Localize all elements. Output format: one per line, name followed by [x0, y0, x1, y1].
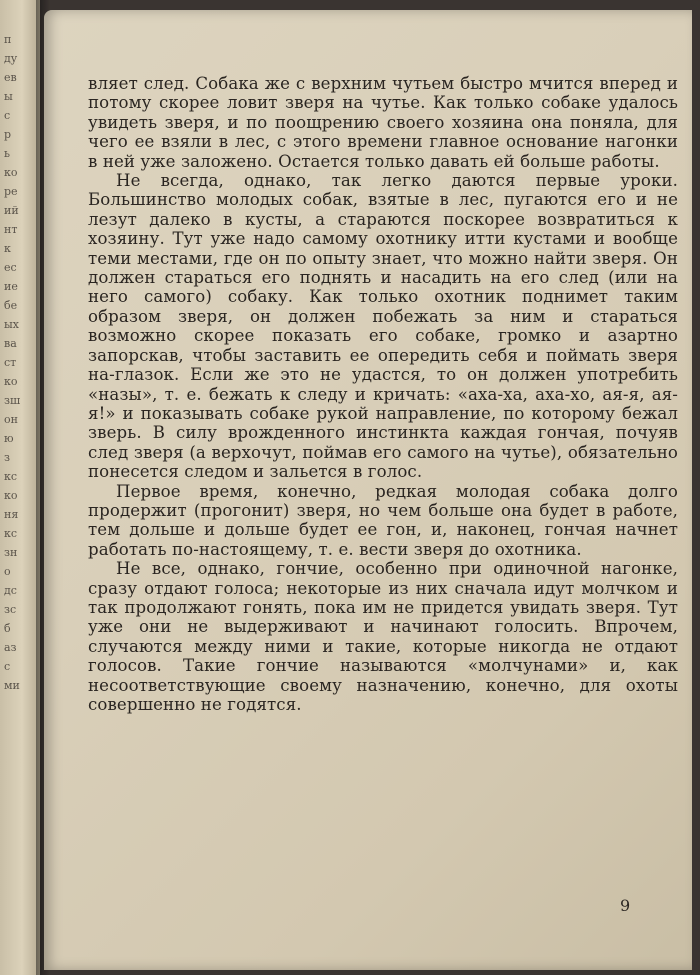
page-number: 9 — [620, 896, 631, 915]
left-page-fragment: о — [4, 565, 11, 578]
left-page-fragment: кс — [4, 527, 18, 540]
left-page-fragment: р — [4, 128, 12, 141]
left-page-fragment: нт — [4, 223, 18, 236]
left-page-fragment: ст — [4, 356, 17, 369]
left-page-fragment: ь — [4, 147, 10, 160]
left-page-fragment: ре — [4, 185, 18, 198]
left-page-fragment: к — [4, 242, 11, 255]
left-page-fragment: ий — [4, 204, 19, 217]
left-page-fragment: аз — [4, 641, 17, 654]
right-page — [44, 10, 692, 970]
paragraph-1: вляет след. Собака же с верхним чутьем быстро мчится вперед и потому скорее ловит зверя на чутье. Как только собаке удалось увидеть зверя, и по поощрению своего хозяина она поняла, для чего ее взяли в лес, с этого времени главное основание нагонки в ней уже заложено. Остается только давать ей больше работы. — [88, 74, 678, 171]
left-page-fragment: ие — [4, 280, 18, 293]
left-page-fragment: ю — [4, 432, 14, 445]
left-page-fragment: з — [4, 451, 10, 464]
left-page-fragment: дс — [4, 584, 17, 597]
paragraph-2: Не всегда, однако, так легко даются первые уроки. Большинство молодых собак, взятые в лес, пугаются его и не лезут далеко в кусты, а стараются поскорее возвратиться к хозяину. Тут уже надо самому охотнику итти кустами и вообще теми местами, где он по опыту знает, что можно найти зверя. Он должен стараться его поднять и насадить на его след (или на него самого) собаку. Как только охотник поднимет таким образом зверя, он должен побежать за ним и стараться возможно скорее показать его собаке, громко и азартно запорскав, чтобы заставить ее опередить себя и поймать зверя на-глазок. Если же это не удастся, то он должен употребить «назы», т. е. бежать к следу и кричать: «аха-ха, аха-хо, ая-я, ая-я!» и показывать собаке рукой направление, по которому бежал зверь. В силу врожденного инстинкта каждая гончая, почуяв след зверя (а верхочут, поймав его самого на чутье), обязательно понесется следом и зальется в голос. — [88, 171, 678, 482]
left-page-fragment: ня — [4, 508, 19, 521]
paragraph-4: Не все, однако, гончие, особенно при одиночной нагонке, сразу отдают голоса; некоторые из них сначала идут молчком и так продолжают гонять, пока им не придется увидать зверя. Тут уже они не выдерживают и начинают голосить. Впрочем, случаются между ними и такие, которые никогда не отдают голосов. Такие гончие называются «молчунами» и, как несоответствующие своему назначению, конечно, для охоты совершенно не годятся. — [88, 559, 678, 714]
left-page-fragment: зш — [4, 394, 21, 407]
paragraph-3: Первое время, конечно, редкая молодая собака долго продержит (прогонит) зверя, но чем больше она будет в работе, тем дольше и дольше будет ее гон, и, наконец, гончая начнет работать по-настоящему, т. е. вести зверя до охотника. — [88, 481, 678, 559]
left-page-fragment: б — [4, 622, 11, 635]
left-page-edge — [0, 0, 40, 975]
left-page-fragment: кс — [4, 470, 18, 483]
left-page-fragments — [4, 30, 38, 695]
left-page-fragment: ес — [4, 261, 17, 274]
left-page-fragment: ва — [4, 337, 17, 350]
left-page-fragment: ко — [4, 489, 18, 502]
left-page-fragment: ми — [4, 679, 20, 692]
left-page-fragment: ы — [4, 90, 13, 103]
left-page-fragment: п — [4, 33, 12, 46]
left-page-fragment: с — [4, 109, 11, 122]
left-page-fragment: с — [4, 660, 11, 673]
left-page-fragment: ев — [4, 71, 17, 84]
left-page-fragment: ко — [4, 166, 18, 179]
page-body — [88, 74, 678, 714]
left-page-fragment: ых — [4, 318, 19, 331]
left-page-fragment: бе — [4, 299, 18, 312]
left-page-fragment: ду — [4, 52, 18, 65]
left-page-fragment: ко — [4, 375, 18, 388]
left-page-fragment: он — [4, 413, 18, 426]
left-page-fragment: зс — [4, 603, 17, 616]
left-page-fragment: зн — [4, 546, 18, 559]
